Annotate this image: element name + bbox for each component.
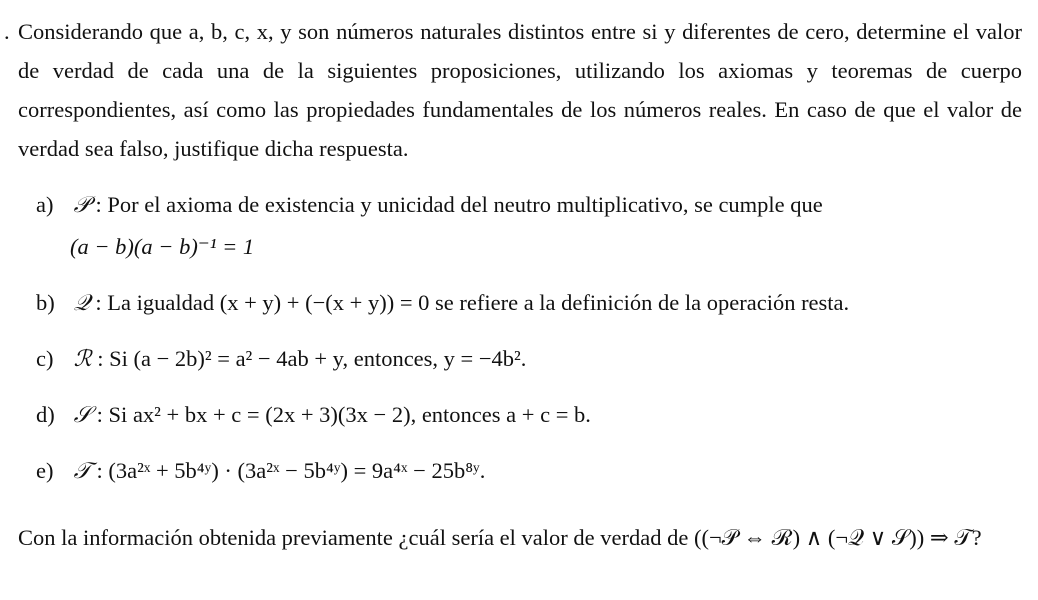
item-label: b) [36, 290, 55, 315]
item-label: d) [36, 402, 55, 427]
proposition-symbol: 𝒮 [73, 402, 92, 428]
item-label: e) [36, 458, 54, 483]
proposition-b [36, 288, 1016, 318]
proposition-symbol: 𝒫 [73, 192, 90, 218]
proposition-text: : La igualdad (x + y) + (−(x + y)) = 0 se refiere a la definición de la operación resta. [95, 290, 850, 315]
leading-dot: . [4, 19, 10, 44]
proposition-text: : Por el axioma de existencia y unicidad del neutro multiplicativo, se cumple que [95, 192, 823, 217]
final-question: Con la información obtenida previamente ¿cuál sería el valor de verdad de ((¬𝒫 ⇔ ℛ) ∧ (¬𝒬 ∨ 𝒮)) ⇒ 𝒯? [18, 525, 982, 550]
proposition-symbol: 𝒯 [73, 458, 91, 484]
item-label: c) [36, 346, 54, 371]
proposition-c [36, 344, 1016, 374]
item-label: a) [36, 192, 54, 217]
problem-statement: Considerando que a, b, c, x, y son números naturales distintos entre si y diferentes de cero, determine el valor de verdad de cada una de la siguientes proposiciones, utilizando los axiomas y teoremas de cuerpo correspondientes, así como las propiedades fundamentales de los números reales. En caso de que el valor de verdad sea falso, justifique dicha respuesta. [18, 19, 1022, 161]
proposition-text: : Si ax² + bx + c = (2x + 3)(3x − 2), entonces a + c = b. [96, 402, 591, 427]
proposition-text: : (3a²ˣ + 5b⁴ʸ) · (3a²ˣ − 5b⁴ʸ) = 9a⁴ˣ − 25b⁸ʸ. [96, 458, 486, 483]
proposition-d [36, 400, 1016, 430]
proposition-a [36, 190, 1016, 262]
proposition-formula: (a − b)(a − b)⁻¹ = 1 [70, 234, 255, 259]
proposition-symbol: 𝒬 [73, 290, 90, 316]
proposition-e [36, 456, 1016, 486]
proposition-symbol: ℛ [73, 346, 92, 372]
proposition-text: : Si (a − 2b)² = a² − 4ab + y, entonces, y = −4b². [97, 346, 527, 371]
